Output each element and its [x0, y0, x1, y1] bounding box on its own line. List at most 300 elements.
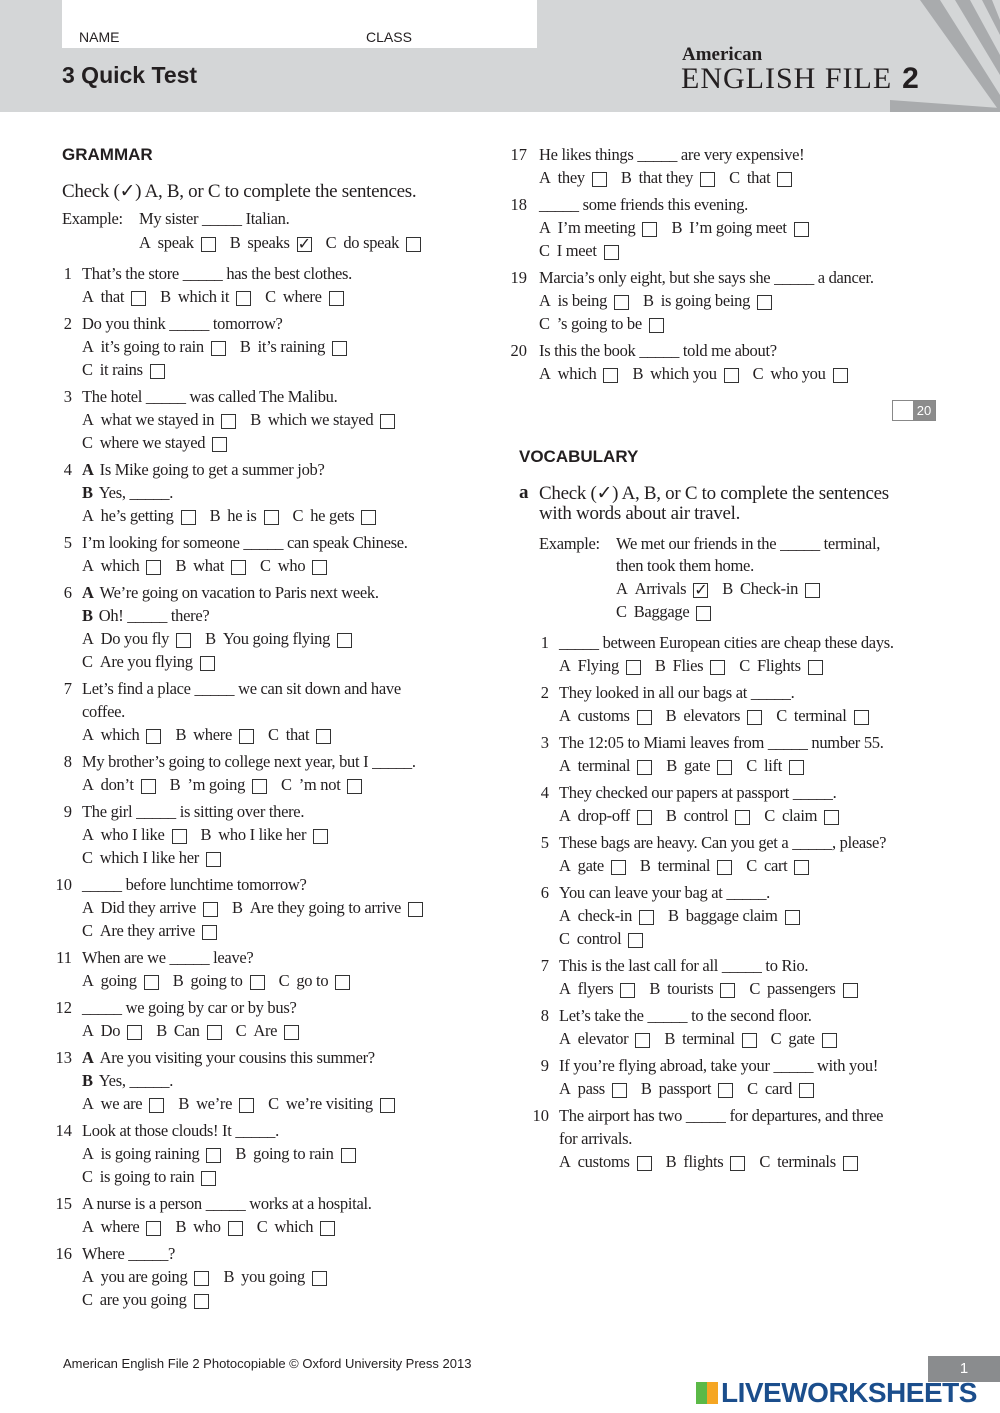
grammar-question-2-option-a[interactable] [82, 337, 226, 357]
option-text: don’t [100, 775, 134, 794]
name-class-box[interactable] [62, 0, 537, 48]
vocabulary-question-3-option-c[interactable] [746, 756, 804, 776]
checkbox[interactable] [805, 583, 820, 598]
option-text: what [193, 556, 225, 575]
class-label: CLASS [366, 29, 412, 45]
option-letter: B [178, 1094, 190, 1113]
grammar-question-14-option-b[interactable] [235, 1144, 355, 1164]
checkbox[interactable] [717, 760, 732, 775]
checkbox[interactable] [843, 1156, 858, 1171]
vocabulary-question-10-stem: for arrivals. [559, 1129, 633, 1148]
checkbox[interactable] [843, 983, 858, 998]
checkbox[interactable] [146, 1221, 161, 1236]
grammar-question-15-option-a[interactable] [82, 1217, 161, 1237]
checkbox[interactable] [604, 245, 619, 260]
grammar-question-10-option-c[interactable] [82, 921, 217, 941]
option-letter: C [292, 506, 304, 525]
option-letter: B [239, 337, 251, 356]
grammar-question-11-number: 11 [56, 948, 72, 967]
grammar-question-6-option-b[interactable] [205, 629, 352, 649]
vocabulary-example-line-1: We met our friends in the _____ terminal, [616, 534, 881, 553]
vocabulary-question-3-options-row [559, 756, 818, 776]
checkbox[interactable] [789, 760, 804, 775]
checkbox[interactable] [380, 1098, 395, 1113]
checkbox[interactable] [361, 510, 376, 525]
checkbox[interactable] [611, 860, 626, 875]
grammar-question-8-option-b[interactable] [170, 775, 267, 795]
grammar-question-13-stem [82, 1071, 173, 1091]
grammar-question-12-option-c[interactable] [236, 1021, 300, 1041]
checkbox[interactable] [718, 1083, 733, 1098]
checkbox[interactable] [649, 318, 664, 333]
grammar-question-7-number: 7 [63, 679, 72, 698]
option-letter: C [616, 602, 627, 621]
checkbox[interactable] [320, 1221, 335, 1236]
grammar-question-7-option-c[interactable] [268, 725, 331, 745]
grammar-question-15-stem: A nurse is a person _____ works at a hospital. [82, 1194, 372, 1213]
checkbox[interactable] [181, 510, 196, 525]
grammar-question-8-option-c[interactable] [281, 775, 362, 795]
grammar-question-13-option-c[interactable] [268, 1094, 395, 1114]
option-letter: B [640, 1079, 652, 1098]
option-text: baggage claim [685, 906, 778, 925]
checkbox[interactable] [176, 633, 191, 648]
checkbox[interactable] [231, 560, 246, 575]
checkbox[interactable] [637, 710, 652, 725]
vocabulary-question-1-options-row [559, 656, 837, 676]
checkbox[interactable] [316, 729, 331, 744]
option-letter: A [82, 287, 94, 306]
option-text: is going raining [100, 1144, 200, 1163]
checkbox[interactable] [637, 760, 652, 775]
grammar-question-17-option-a[interactable] [539, 168, 607, 188]
option-text: who I like her [218, 825, 307, 844]
checkbox[interactable] [808, 660, 823, 675]
option-letter: A [539, 168, 551, 187]
grammar-question-17-option-b[interactable] [621, 168, 715, 188]
option-letter: A [539, 218, 551, 237]
checkbox[interactable] [614, 295, 629, 310]
grammar-question-2-option-c[interactable] [82, 360, 165, 380]
option-letter: B [175, 1217, 187, 1236]
option-letter: C [749, 979, 761, 998]
checkbox[interactable] [603, 368, 618, 383]
vocabulary-question-2-option-b[interactable] [666, 706, 763, 726]
grammar-question-3-option-b[interactable] [250, 410, 395, 430]
checkbox[interactable] [172, 829, 187, 844]
vocabulary-question-4-option-c[interactable] [764, 806, 839, 826]
grammar-question-18-option-b[interactable] [671, 218, 808, 238]
checkbox[interactable] [127, 1025, 142, 1040]
checkbox[interactable] [628, 933, 643, 948]
option-letter: C [82, 1290, 93, 1309]
option-letter: C [746, 856, 757, 875]
vocabulary-question-4-number: 4 [540, 783, 549, 802]
vocabulary-question-3-option-a[interactable] [559, 756, 652, 776]
grammar-question-14-options-row [82, 1167, 230, 1187]
vocabulary-question-5-option-a[interactable] [559, 856, 626, 876]
option-text: you are going [100, 1267, 188, 1286]
checkbox[interactable]: ✓ [694, 581, 708, 599]
option-letter: C [235, 1021, 247, 1040]
grammar-question-13-options-row [82, 1094, 409, 1114]
option-letter: C [265, 287, 276, 306]
option-text: who [193, 1217, 221, 1236]
vocabulary-example-option-c[interactable] [616, 602, 711, 622]
grammar-question-6-number: 6 [63, 583, 72, 602]
checkbox[interactable] [250, 975, 265, 990]
grammar-question-15-option-b[interactable] [175, 1217, 242, 1237]
grammar-question-6-option-c[interactable] [82, 652, 215, 672]
grammar-question-4-option-a[interactable] [82, 506, 196, 526]
grammar-question-10-option-a[interactable] [82, 898, 218, 918]
grammar-question-18-option-c[interactable] [539, 241, 619, 261]
checkbox[interactable] [833, 368, 848, 383]
checkbox[interactable] [717, 860, 732, 875]
vocabulary-question-1-stem: _____ between European cities are cheap these days. [559, 633, 894, 652]
grammar-question-1-option-b[interactable] [160, 287, 251, 307]
option-letter: A [559, 1029, 571, 1048]
grammar-question-1-option-c[interactable] [265, 287, 344, 307]
grammar-question-20-option-b[interactable] [632, 364, 738, 384]
grammar-question-3-option-a[interactable] [82, 410, 236, 430]
option-letter: C [260, 556, 271, 575]
grammar-question-10-options-row [82, 921, 231, 941]
checkbox[interactable] [380, 414, 395, 429]
vocabulary-question-1-option-c[interactable] [739, 656, 822, 676]
vocabulary-question-9-option-c[interactable] [747, 1079, 814, 1099]
checkbox[interactable] [335, 975, 350, 990]
vocabulary-example-option-a[interactable] [616, 579, 708, 599]
grammar-question-16-option-a[interactable] [82, 1267, 209, 1287]
vocabulary-question-1-option-a[interactable] [559, 656, 641, 676]
vocabulary-question-3-option-b[interactable] [666, 756, 732, 776]
grammar-question-4-option-c[interactable] [293, 506, 377, 526]
vocabulary-question-7-option-c[interactable] [749, 979, 857, 999]
grammar-question-13-number: 13 [55, 1048, 72, 1067]
checkbox[interactable] [724, 368, 739, 383]
checkbox[interactable] [239, 729, 254, 744]
vocabulary-question-8-option-b[interactable] [664, 1029, 756, 1049]
option-letter: B [654, 656, 666, 675]
option-text: Did they arrive [100, 898, 197, 917]
grammar-example-option-c[interactable] [326, 233, 422, 253]
name-label: NAME [79, 29, 120, 45]
checkbox[interactable] [212, 437, 227, 452]
vocabulary-question-4-option-a[interactable] [559, 806, 652, 826]
vocabulary-question-3-stem: The 12:05 to Miami leaves from _____ number 55. [559, 733, 884, 752]
option-letter: B [632, 364, 644, 383]
option-text: where we stayed [99, 433, 206, 452]
vocabulary-question-6-stem: You can leave your bag at _____. [559, 883, 770, 902]
option-letter: B [209, 506, 221, 525]
option-letter: B [200, 825, 212, 844]
option-letter: C [746, 756, 757, 775]
vocabulary-question-9-option-b[interactable] [641, 1079, 733, 1099]
checkbox[interactable] [194, 1294, 209, 1309]
grammar-question-8-option-a[interactable] [82, 775, 156, 795]
grammar-question-19-option-b[interactable] [643, 291, 772, 311]
speaker-label: B [82, 606, 93, 625]
option-text: where [282, 287, 322, 306]
checkbox[interactable] [146, 560, 161, 575]
option-text: which [100, 725, 140, 744]
grammar-question-2-number: 2 [63, 314, 72, 333]
checkbox[interactable] [312, 1271, 327, 1286]
option-text: lift [763, 756, 782, 775]
option-text: customs [577, 1152, 630, 1171]
vocabulary-question-6-option-c[interactable] [559, 929, 643, 949]
option-letter: A [559, 1152, 571, 1171]
checkbox[interactable] [635, 1033, 650, 1048]
checkbox[interactable] [201, 1171, 216, 1186]
checkbox[interactable] [639, 910, 654, 925]
checkbox[interactable] [799, 1083, 814, 1098]
vocabulary-question-7-option-b[interactable] [649, 979, 735, 999]
grammar-question-5-option-a[interactable] [82, 556, 161, 576]
grammar-example-option-a[interactable] [139, 233, 216, 253]
grammar-question-8-options-row [82, 775, 376, 795]
grammar-question-14-number: 14 [55, 1121, 72, 1140]
checkbox[interactable] [203, 902, 218, 917]
checkbox[interactable] [854, 710, 869, 725]
grammar-question-14-option-a[interactable] [82, 1144, 221, 1164]
checkbox[interactable] [141, 779, 156, 794]
checkbox[interactable] [730, 1156, 745, 1171]
grammar-question-1-option-a[interactable] [82, 287, 146, 307]
option-letter: A [559, 806, 571, 825]
option-letter: C [82, 848, 93, 867]
checkbox[interactable] [206, 1148, 221, 1163]
grammar-example-option-b[interactable] [230, 233, 312, 253]
option-text: he gets [310, 506, 355, 525]
grammar-question-8-number: 8 [63, 752, 72, 771]
grammar-question-9-option-a[interactable] [82, 825, 187, 845]
option-text: Flying [577, 656, 619, 675]
grammar-question-11-option-a[interactable] [82, 971, 159, 991]
option-text: Can [173, 1021, 200, 1040]
checkbox[interactable] [239, 1098, 254, 1113]
vocabulary-question-1-number: 1 [540, 633, 549, 652]
vocabulary-question-5-option-c[interactable] [746, 856, 809, 876]
option-text: customs [577, 706, 630, 725]
vocabulary-question-7-option-a[interactable] [559, 979, 635, 999]
grammar-question-7-option-a[interactable] [82, 725, 161, 745]
checkbox[interactable] [211, 341, 226, 356]
checkbox[interactable] [202, 925, 217, 940]
checkbox[interactable] [341, 1148, 356, 1163]
vocabulary-question-1-option-b[interactable] [655, 656, 725, 676]
vocabulary-question-10-option-b[interactable] [666, 1152, 746, 1172]
vocabulary-question-10-option-a[interactable] [559, 1152, 652, 1172]
option-text: Check-in [740, 579, 799, 598]
checkbox[interactable] [194, 1271, 209, 1286]
grammar-question-15-option-c[interactable] [257, 1217, 336, 1237]
option-letter: A [82, 1094, 94, 1113]
checkbox[interactable] [824, 810, 839, 825]
checkbox[interactable] [347, 779, 362, 794]
checkbox[interactable] [408, 902, 423, 917]
checkbox[interactable] [252, 779, 267, 794]
grammar-question-6-options-row [82, 629, 366, 649]
vocabulary-question-10-options-row [559, 1152, 872, 1172]
grammar-question-20-stem: Is this the book _____ told me about? [539, 341, 777, 360]
grammar-question-4-stem [82, 460, 325, 480]
grammar-question-7-option-b[interactable] [175, 725, 254, 745]
grammar-question-4-option-b[interactable] [210, 506, 279, 526]
option-text: he’s getting [100, 506, 174, 525]
checkbox[interactable] [312, 560, 327, 575]
checkbox[interactable] [735, 810, 750, 825]
grammar-question-20-option-a[interactable] [539, 364, 618, 384]
checkbox[interactable] [822, 1033, 837, 1048]
checkbox[interactable] [626, 660, 641, 675]
checkbox[interactable] [642, 222, 657, 237]
vocabulary-question-2-option-a[interactable] [559, 706, 652, 726]
checkbox[interactable] [144, 975, 159, 990]
option-letter: B [639, 856, 651, 875]
checkbox[interactable] [747, 710, 762, 725]
checkbox[interactable] [777, 172, 792, 187]
grammar-question-9-option-b[interactable] [201, 825, 329, 845]
option-text: ’s going to be [556, 314, 642, 333]
brand-logo [681, 62, 920, 96]
vocabulary-question-6-options-row [559, 929, 657, 949]
grammar-question-10-option-b[interactable] [232, 898, 423, 918]
checkbox[interactable] [264, 510, 279, 525]
vocabulary-example-option-b[interactable] [722, 579, 820, 599]
grammar-question-12-option-b[interactable] [156, 1021, 221, 1041]
vocabulary-question-3-number: 3 [540, 733, 549, 752]
grammar-question-2-option-b[interactable] [240, 337, 347, 357]
grammar-score-box[interactable] [892, 400, 936, 421]
grammar-question-3-option-c[interactable] [82, 433, 227, 453]
grammar-question-5-option-c[interactable] [260, 556, 327, 576]
checkbox[interactable] [329, 291, 344, 306]
checkbox[interactable] [794, 860, 809, 875]
grammar-question-16-option-c[interactable] [82, 1290, 209, 1310]
vocabulary-question-8-option-c[interactable] [771, 1029, 837, 1049]
option-text: passengers [767, 979, 836, 998]
checkbox[interactable] [236, 291, 251, 306]
vocabulary-question-8-option-a[interactable] [559, 1029, 650, 1049]
option-letter: C [82, 360, 93, 379]
checkbox[interactable] [406, 237, 421, 252]
speaker-label: A [82, 460, 94, 479]
option-text: I’m going meet [689, 218, 787, 237]
option-letter: B [649, 979, 661, 998]
grammar-question-20-option-c[interactable] [753, 364, 848, 384]
checkbox[interactable] [201, 237, 216, 252]
option-letter: A [539, 291, 551, 310]
vocabulary-question-6-option-b[interactable] [668, 906, 800, 926]
checkbox[interactable] [710, 660, 725, 675]
option-text: Do [100, 1021, 121, 1040]
grammar-question-18-option-a[interactable] [539, 218, 657, 238]
grammar-question-9-stem: The girl _____ is sitting over there. [82, 802, 305, 821]
grammar-question-14-option-c[interactable] [82, 1167, 216, 1187]
checkbox[interactable] [228, 1221, 243, 1236]
grammar-question-17-option-c[interactable] [729, 168, 792, 188]
option-text: card [764, 1079, 793, 1098]
checkbox[interactable] [612, 1083, 627, 1098]
checkbox[interactable] [592, 172, 607, 187]
grammar-example-options-row [139, 233, 435, 253]
vocabulary-question-6-option-a[interactable] [559, 906, 654, 926]
vocabulary-question-2-option-c[interactable] [776, 706, 868, 726]
option-text: do speak [343, 233, 400, 252]
grammar-question-11-option-c[interactable] [279, 971, 351, 991]
checkbox[interactable] [794, 222, 809, 237]
checkbox[interactable] [146, 729, 161, 744]
grammar-question-9-option-c[interactable] [82, 848, 221, 868]
checkbox[interactable] [149, 1098, 164, 1113]
grammar-question-13-option-b[interactable] [178, 1094, 254, 1114]
grammar-question-19-option-c[interactable] [539, 314, 664, 334]
grammar-question-16-option-b[interactable] [223, 1267, 326, 1287]
grammar-question-17-options-row [539, 168, 806, 188]
grammar-question-11-option-b[interactable] [173, 971, 265, 991]
checkbox[interactable] [742, 1033, 757, 1048]
vocabulary-question-4-option-b[interactable] [666, 806, 750, 826]
grammar-question-12-option-a[interactable] [82, 1021, 142, 1041]
checkbox[interactable] [131, 291, 146, 306]
checkbox[interactable] [700, 172, 715, 187]
checkbox[interactable] [207, 1025, 222, 1040]
grammar-question-13-option-a[interactable] [82, 1094, 164, 1114]
checkbox[interactable]: ✓ [297, 235, 311, 253]
checkbox[interactable] [785, 910, 800, 925]
checkbox[interactable] [150, 364, 165, 379]
checkbox[interactable] [332, 341, 347, 356]
option-text: that [285, 725, 310, 744]
checkbox[interactable] [637, 1156, 652, 1171]
brand-main: ENGLISH FILE [681, 62, 893, 95]
vocabulary-example-label: Example: [539, 534, 600, 553]
checkbox[interactable] [221, 414, 236, 429]
option-text: flights [683, 1152, 724, 1171]
option-text: cart [763, 856, 788, 875]
grammar-question-6-option-a[interactable] [82, 629, 191, 649]
vocabulary-question-9-stem: If you’re flying abroad, take your _____ with you! [559, 1056, 879, 1075]
option-text: Are [253, 1021, 278, 1040]
grammar-question-4-stem [82, 483, 173, 503]
option-letter: B [169, 775, 181, 794]
option-text: flyers [577, 979, 614, 998]
grammar-example-label: Example: [62, 209, 123, 228]
checkbox[interactable] [757, 295, 772, 310]
option-text: which it [177, 287, 230, 306]
checkbox[interactable] [637, 810, 652, 825]
grammar-question-19-option-a[interactable] [539, 291, 629, 311]
vocabulary-question-5-option-b[interactable] [640, 856, 732, 876]
vocabulary-question-9-option-a[interactable] [559, 1079, 627, 1099]
grammar-question-5-option-b[interactable] [175, 556, 246, 576]
vocabulary-question-8-number: 8 [540, 1006, 549, 1025]
grammar-question-3-options-row [82, 433, 241, 453]
checkbox[interactable] [200, 656, 215, 671]
checkbox[interactable] [313, 829, 328, 844]
checkbox[interactable] [337, 633, 352, 648]
checkbox[interactable] [620, 983, 635, 998]
checkbox[interactable] [696, 606, 711, 621]
checkbox[interactable] [720, 983, 735, 998]
option-letter: C [256, 1217, 268, 1236]
checkbox[interactable] [206, 852, 221, 867]
checkbox[interactable] [284, 1025, 299, 1040]
vocabulary-question-10-option-c[interactable] [759, 1152, 857, 1172]
vocabulary-example-line-2: then took them home. [616, 556, 754, 575]
